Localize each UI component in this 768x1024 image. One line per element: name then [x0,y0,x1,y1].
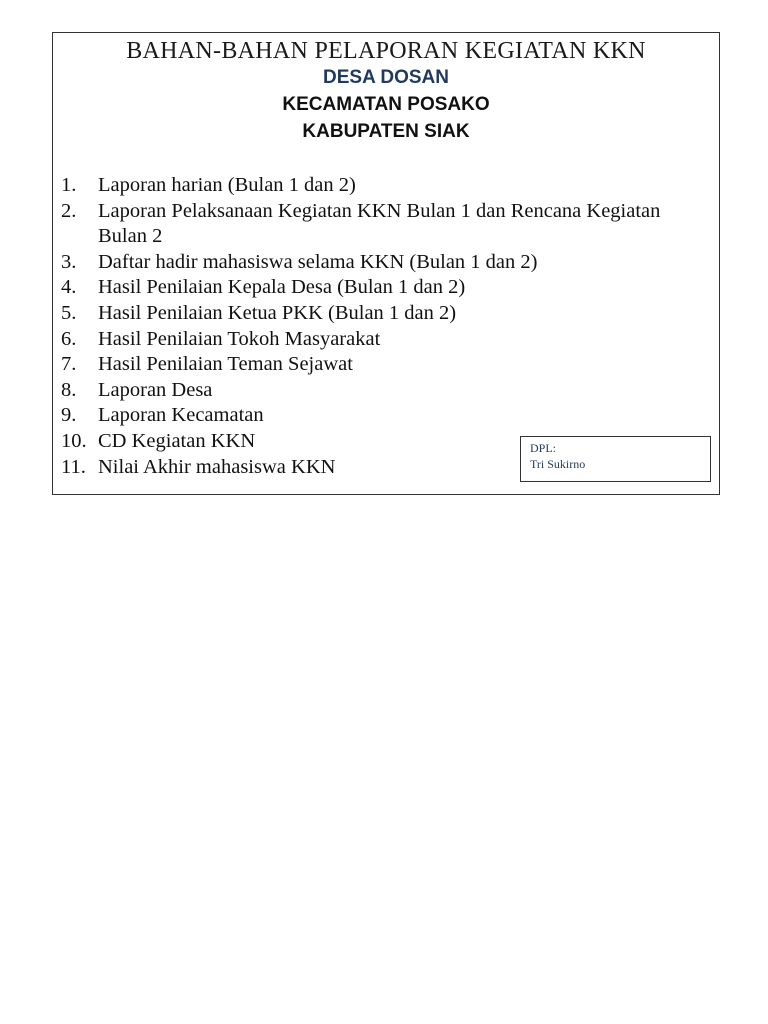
list-item-number: 6. [61,327,77,350]
list-item-text: Hasil Penilaian Kepala Desa (Bulan 1 dan 2) [98,276,466,299]
report-materials-list [61,173,681,480]
list-item-number: 4. [61,276,77,299]
list-item-number: 1. [61,174,77,196]
dpl-name: Tri Sukirno [530,457,586,471]
list-item-number: 3. [61,250,77,273]
dpl-label: DPL: [530,441,557,455]
list-item-text: Laporan Pelaksanaan Kegiatan KKN Bulan 1 dan Rencana Kegiatan Bulan 2 [98,199,661,248]
document-title: BAHAN-BAHAN PELAPORAN KEGIATAN KKN [126,38,646,64]
list-item [61,173,681,199]
desa-heading: DESA DOSAN [323,67,449,88]
list-item-text: Laporan harian (Bulan 1 dan 2) [98,174,356,196]
list-item-text: Hasil Penilaian Ketua PKK (Bulan 1 dan 2) [98,301,457,324]
list-item [61,301,681,327]
list-item [61,327,681,353]
list-item-text: CD Kegiatan KKN [98,429,256,452]
kecamatan-heading: KECAMATAN POSAKO [282,94,490,115]
list-item-text: Daftar hadir mahasiswa selama KKN (Bulan 1 dan 2) [98,250,538,273]
list-item-number: 9. [61,404,77,427]
document-frame [52,32,720,495]
list-item-text: Laporan Kecamatan [98,404,264,427]
list-item [61,275,681,301]
list-item-number: 11. [61,455,86,478]
list-item [61,199,681,250]
list-item-text: Hasil Penilaian Tokoh Masyarakat [98,327,381,350]
list-item-text: Hasil Penilaian Teman Sejawat [98,353,353,376]
list-item-number: 8. [61,378,77,401]
list-item-number: 2. [61,199,77,222]
list-item [61,378,681,404]
list-item-text: Laporan Desa [98,378,213,401]
list-item-number: 5. [61,301,77,324]
list-item [61,250,681,276]
list-item-text: Nilai Akhir mahasiswa KKN [98,455,336,478]
list-item [61,352,681,378]
kabupaten-heading: KABUPATEN SIAK [302,121,470,142]
dpl-box [520,436,711,482]
list-item-number: 10. [61,429,87,452]
list-item-number: 7. [61,353,77,376]
list-item [61,403,681,429]
